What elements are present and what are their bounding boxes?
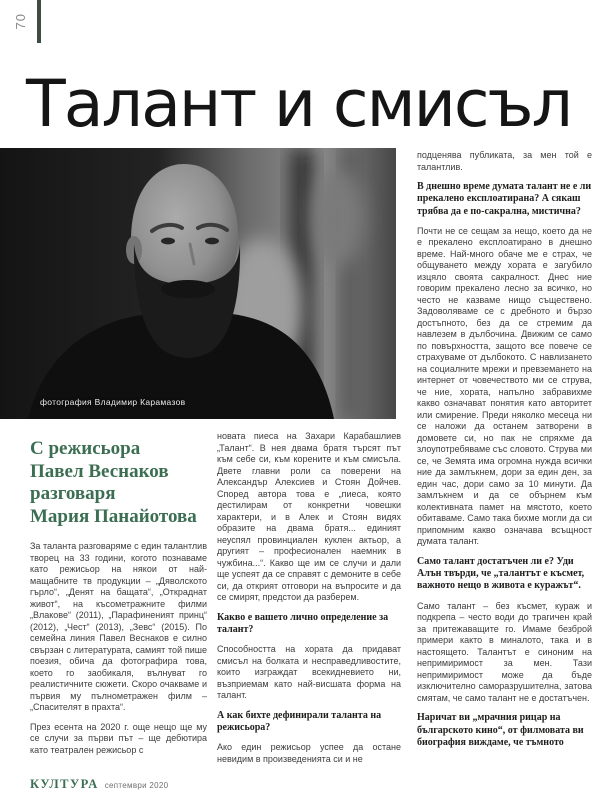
moustache	[161, 280, 215, 298]
portrait-photo	[0, 148, 396, 419]
magazine-name: КУЛТУРА	[30, 777, 99, 791]
byline-line-2: Павел Веснаков	[30, 460, 169, 482]
column-middle	[217, 431, 401, 773]
right-column-body: Само талант – без късмет, кураж и подкрепа – често води до трагичен край за притежаващите го. Имаме безброй примери както в миналото, така и в настоящето. Талантът е синоним на непримиримост за мен. Тази непримиримост може да бъде изключително саморазрушителна, затова смятам, че само талант не е достатъчен.	[417, 600, 592, 703]
column-right	[417, 150, 592, 757]
issue-date: септември 2020	[104, 781, 169, 790]
right-column-body: подценява публиката, за мен той е талантлив.	[417, 150, 592, 172]
right-eye	[205, 238, 219, 245]
middle-column-body: новата пиеса на Захари Карабашлиев „Талант“. В нея двама братя търсят път към себе си, към корените и към смисъла. Двете главни роли са поверени на Александър Алексиев и Стоян Дойчев. Според автора това е „пиеса, която дестилирам от конкретни човешки характери, и в Алек и Стоян видях образите на двама братя... единият неуспял провинциален куклен актьор, а другият – професионален наемник в чужбина...“. Какво ще им се случи и дали ще успеят да се справят с демоните в себе си, да открият отговори на въпросите и да се смирят, предстои да разберем.	[217, 431, 401, 602]
left-column-body: През есента на 2020 г. още нещо ще му се случи за първи път – ще дебютира като театрален режисьор с	[30, 721, 207, 755]
column-left	[30, 541, 207, 764]
middle-column-question: Какво е вашето лично определение за талант?	[217, 611, 389, 635]
right-column-question: Само талант достатъчен ли е? Уди Алън твърди, че „талантът е късмет, важното нещо в живота е куражът“.	[417, 555, 585, 592]
right-column-body: Почти не се сещам за нещо, което да не е прекалено експлоатирано в днешно време. Най-много обаче ме е страх, че общуването между хората е загубило изцяло своята сакралност. Днес ние говорим прекалено лесно за всичко, но често не казваме нищо съществено. Задоволяваме се с дребното и бързо достъпното, без да се стремим да навлезем в дълбочина. Движим се само по повърхността, защото все повече се страхуваме от дълбокото. С навлизането на социалните мрежи и превземането на интернет от човечеството ми се струва, че ние, хората, напълно забравихме какво означават понятия като авторитет или смирение. Преди няколко месеца ни се наложи да останем затворени в домовете си, но пак не спряхме да злоупотребяваме със словото. Струва ми се, че Земята има огромна нужда всички ние да замлъкнем, дори за един ден, за един час, дори само за 10 минути. Да замлъкнем и да се обърнем към колективната памет на мястото, което обитаваме. Само така бихме могли да си припомним какво означава всъщност думата талант.	[417, 225, 592, 547]
page-number: 70	[13, 13, 28, 30]
article-headline: Талант и смисъл	[26, 67, 572, 142]
middle-column-question: А как бихте дефинирали таланта на режисьора?	[217, 709, 382, 733]
page-number-rule	[37, 0, 41, 43]
byline-line-3: разговаря	[30, 483, 116, 504]
byline	[30, 438, 210, 528]
right-column-question: В днешно време думата талант не е ли прекалено експлоатирана? А сякаш трябва да е по-сакрална, мистична?	[417, 181, 592, 217]
left-eye	[161, 238, 175, 245]
middle-column-body: Способността на хората да придават смисъл на болката и несправедливостите, които изграждат всекидневието ни, възприемам като най-висшата форма на талант.	[217, 644, 401, 701]
page-footer	[30, 777, 168, 792]
left-column-body: За таланта разговаряме с един талантлив творец на 33 години, когото познаваме като режисьор на някои от най-мащабните тв продукции – „Дяволското гърло“, „Денят на бащата“, „Откраднат живот“, на късометражните филми „Влакове“ (2011), „Парафиненият принц“ (2012), „Чест“ (2013), „Зевс“ (2015). По семейна линия Павел Веснаков е силно свързан с литературата, самият той пише поезия, обича да фотографира това, което го заобикаля, вълнуват го реалистичните сюжети. Скоро очакваме и първия му пълнометражен филм – „Спасителят в прахта“.	[30, 541, 207, 712]
portrait-illustration	[0, 148, 396, 419]
byline-line-4: Мария Панайотова	[30, 505, 197, 527]
right-column-question: Наричат ви „мрачния рицар на българското кино“, от филмовата ви биография виждаме, че тъмното	[417, 712, 584, 748]
middle-column-body: Ако един режисьор успее да остане невидим в произведенията си и не	[217, 742, 401, 764]
byline-line-1: С режисьора	[30, 438, 141, 459]
photo-caption: фотография Владимир Карамазов	[40, 397, 186, 407]
